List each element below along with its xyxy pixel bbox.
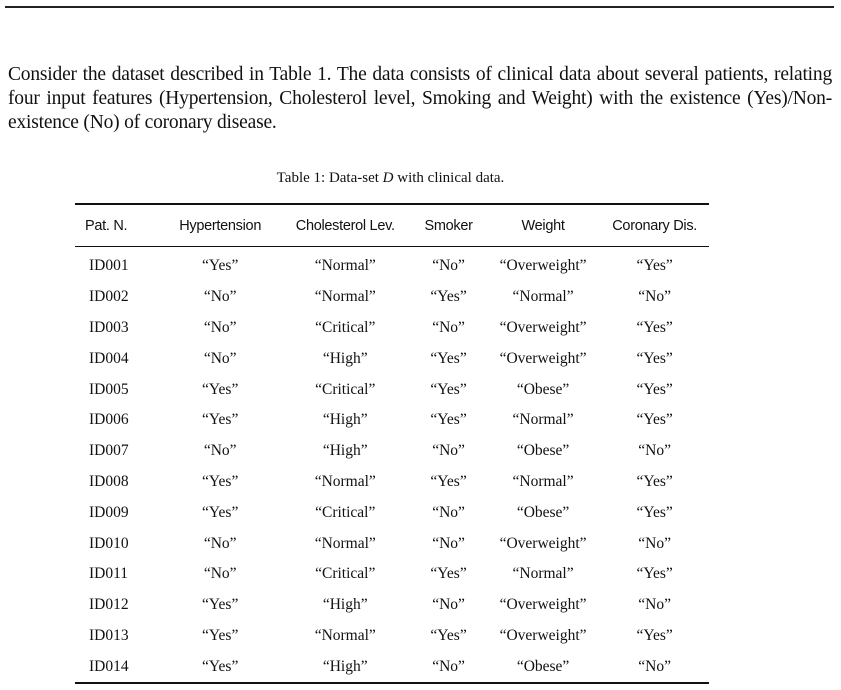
cell-cholesterol: “High” [322, 657, 368, 675]
table-row [75, 590, 709, 621]
top-rule [5, 6, 834, 8]
cell-weight: “Obese” [516, 503, 570, 521]
cell-coronary-disease: “Yes” [636, 626, 673, 644]
cell-patient-id: ID011 [89, 565, 129, 583]
cell-hypertension: “No” [203, 318, 237, 336]
cell-smoker: “Yes” [430, 411, 467, 429]
cell-coronary-disease: “No” [638, 596, 671, 614]
cell-patient-id: ID004 [89, 349, 129, 367]
caption-dataset-symbol: D [382, 170, 394, 186]
header-smoker: Smoker [424, 217, 473, 234]
cell-weight: “Overweight” [499, 596, 587, 614]
cell-smoker: “Yes” [430, 380, 467, 398]
cell-weight: “Overweight” [499, 318, 587, 336]
cell-smoker: “No” [432, 534, 465, 552]
table-row [75, 467, 709, 498]
clinical-data-table-wrapper [75, 203, 709, 684]
cell-patient-id: ID008 [89, 472, 129, 490]
cell-weight: “Overweight” [499, 257, 587, 275]
table-row [75, 651, 709, 683]
cell-cholesterol: “High” [322, 442, 368, 460]
cell-coronary-disease: “No” [638, 534, 671, 552]
cell-cholesterol: “High” [322, 349, 368, 367]
table-row [75, 313, 709, 344]
cell-hypertension: “No” [203, 349, 237, 367]
table-row [75, 247, 709, 282]
clinical-data-table [75, 203, 709, 684]
cell-cholesterol: “Critical” [315, 503, 376, 521]
cell-hypertension: “Yes” [202, 596, 239, 614]
cell-smoker: “No” [432, 257, 465, 275]
table-row [75, 621, 709, 652]
header-hypertension: Hypertension [179, 217, 262, 234]
cell-weight: “Obese” [516, 442, 570, 460]
cell-weight: “Normal” [512, 411, 574, 429]
cell-weight: “Overweight” [499, 626, 587, 644]
table-row [75, 436, 709, 467]
cell-coronary-disease: “Yes” [636, 503, 673, 521]
cell-coronary-disease: “Yes” [636, 349, 673, 367]
cell-coronary-disease: “Yes” [636, 565, 673, 583]
caption-suffix: with clinical data. [393, 170, 505, 186]
table-row [75, 374, 709, 405]
cell-cholesterol: “High” [322, 411, 368, 429]
cell-weight: “Overweight” [499, 534, 587, 552]
cell-hypertension: “No” [203, 288, 237, 306]
cell-hypertension: “No” [203, 442, 237, 460]
cell-patient-id: ID003 [89, 318, 129, 336]
header-weight: Weight [521, 217, 565, 234]
cell-smoker: “No” [432, 442, 465, 460]
caption-prefix: Table 1: Data-set [276, 170, 383, 186]
cell-smoker: “No” [432, 596, 465, 614]
cell-patient-id: ID001 [89, 257, 129, 275]
table-body [75, 247, 709, 684]
cell-patient-id: ID006 [89, 411, 129, 429]
cell-weight: “Normal” [512, 288, 574, 306]
cell-cholesterol: “Normal” [314, 534, 376, 552]
cell-cholesterol: “Critical” [315, 380, 376, 398]
cell-coronary-disease: “Yes” [636, 380, 673, 398]
table-row [75, 282, 709, 313]
cell-cholesterol: “High” [322, 596, 368, 614]
cell-weight: “Normal” [512, 565, 574, 583]
cell-hypertension: “Yes” [202, 411, 239, 429]
cell-coronary-disease: “No” [638, 657, 671, 675]
cell-hypertension: “Yes” [202, 626, 239, 644]
cell-hypertension: “Yes” [202, 257, 239, 275]
table-row [75, 343, 709, 374]
table-row [75, 497, 709, 528]
cell-weight: “Obese” [516, 380, 570, 398]
cell-smoker: “Yes” [430, 288, 467, 306]
cell-cholesterol: “Normal” [314, 257, 376, 275]
cell-coronary-disease: “No” [638, 442, 671, 460]
cell-hypertension: “Yes” [202, 380, 239, 398]
cell-weight: “Normal” [512, 472, 574, 490]
cell-patient-id: ID009 [89, 503, 129, 521]
cell-hypertension: “No” [203, 565, 237, 583]
cell-cholesterol: “Normal” [314, 288, 376, 306]
cell-patient-id: ID012 [89, 596, 129, 614]
cell-smoker: “No” [432, 503, 465, 521]
intro-paragraph: Consider the dataset described in Table 1. The data consists of clinical data about several patients, relating four input features (Hypertension, Cholesterol level, Smoking and Weight) with the existence (Yes)/Non-existence (No) of coronary disease. [8, 64, 832, 133]
cell-cholesterol: “Normal” [314, 472, 376, 490]
cell-smoker: “Yes” [430, 565, 467, 583]
cell-patient-id: ID007 [89, 442, 129, 460]
cell-coronary-disease: “Yes” [636, 318, 673, 336]
cell-hypertension: “Yes” [202, 472, 239, 490]
cell-coronary-disease: “Yes” [636, 411, 673, 429]
cell-smoker: “Yes” [430, 626, 467, 644]
cell-hypertension: “Yes” [202, 503, 239, 521]
header-coronary-disease: Coronary Dis. [612, 217, 698, 234]
table-row [75, 559, 709, 590]
table-row [75, 405, 709, 436]
cell-hypertension: “No” [203, 534, 237, 552]
header-patient-number: Pat. N. [85, 217, 128, 234]
table-caption [0, 170, 811, 187]
cell-smoker: “No” [432, 657, 465, 675]
cell-weight: “Overweight” [499, 349, 587, 367]
cell-patient-id: ID013 [89, 626, 129, 644]
cell-smoker: “No” [432, 318, 465, 336]
table-row [75, 528, 709, 559]
cell-patient-id: ID010 [89, 534, 129, 552]
cell-cholesterol: “Critical” [315, 565, 376, 583]
cell-patient-id: ID014 [89, 657, 129, 675]
header-cholesterol: Cholesterol Lev. [295, 217, 395, 234]
cell-coronary-disease: “No” [638, 288, 671, 306]
cell-smoker: “Yes” [430, 349, 467, 367]
cell-smoker: “Yes” [430, 472, 467, 490]
cell-coronary-disease: “Yes” [636, 257, 673, 275]
cell-weight: “Obese” [516, 657, 570, 675]
cell-patient-id: ID002 [89, 288, 129, 306]
cell-cholesterol: “Critical” [315, 318, 376, 336]
table-header-row [75, 204, 709, 247]
cell-coronary-disease: “Yes” [636, 472, 673, 490]
cell-cholesterol: “Normal” [314, 626, 376, 644]
cell-hypertension: “Yes” [202, 657, 239, 675]
cell-patient-id: ID005 [89, 380, 129, 398]
